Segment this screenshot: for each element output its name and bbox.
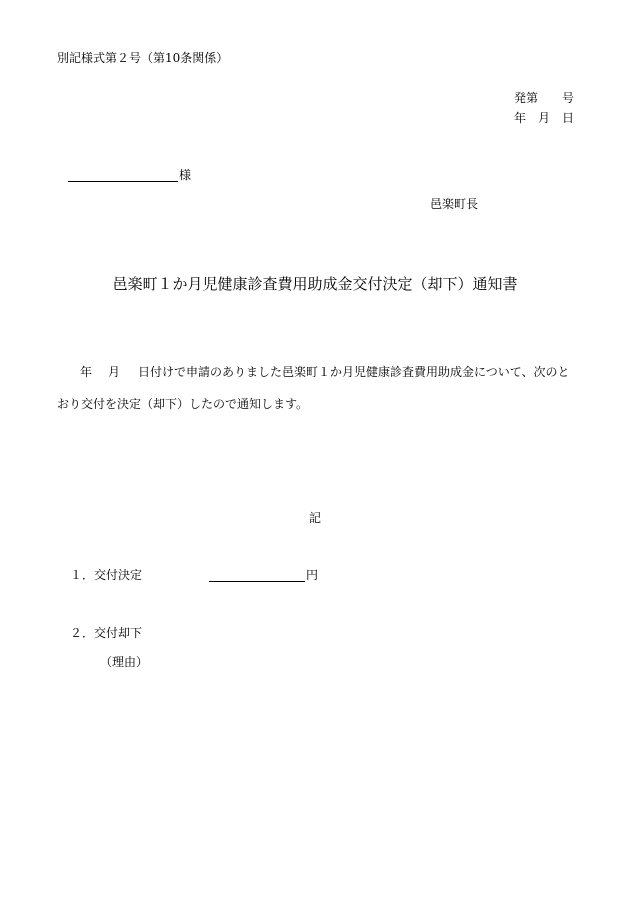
addressee-suffix: 様 — [179, 168, 192, 182]
issue-date — [514, 112, 574, 124]
body-line-1-text: 日付けで申請のありました邑楽町１か月児健康診査費用助成金について、次のと — [138, 365, 570, 379]
issue-date-year: 年 — [514, 111, 527, 125]
body-year: 年 — [80, 365, 93, 379]
issue-date-day: 日 — [562, 111, 575, 125]
ki-heading: 記 — [308, 511, 321, 525]
body-line-2: おり交付を決定（却下）したので通知します。 — [57, 397, 309, 411]
issue-date-month: 月 — [538, 111, 551, 125]
amount-unit: 円 — [306, 568, 319, 582]
sender: 邑楽町長 — [430, 197, 479, 211]
amount-blank-line — [209, 581, 305, 582]
item-grant-decision-label: １．交付決定 — [70, 568, 143, 582]
issue-number — [514, 92, 574, 104]
issue-number-prefix: 発第 — [514, 91, 539, 105]
issue-number-suffix: 号 — [562, 91, 575, 105]
item-grant-rejection-label: ２．交付却下 — [70, 626, 143, 640]
body-line-1 — [80, 366, 570, 378]
addressee-name-line — [68, 181, 178, 182]
form-label: 別記様式第２号（第10条関係） — [57, 51, 229, 65]
body-month: 月 — [108, 365, 121, 379]
rejection-reason-label: （理由） — [100, 655, 149, 669]
document-title: 邑楽町１か月児健康診査費用助成金交付決定（却下）通知書 — [112, 275, 518, 293]
